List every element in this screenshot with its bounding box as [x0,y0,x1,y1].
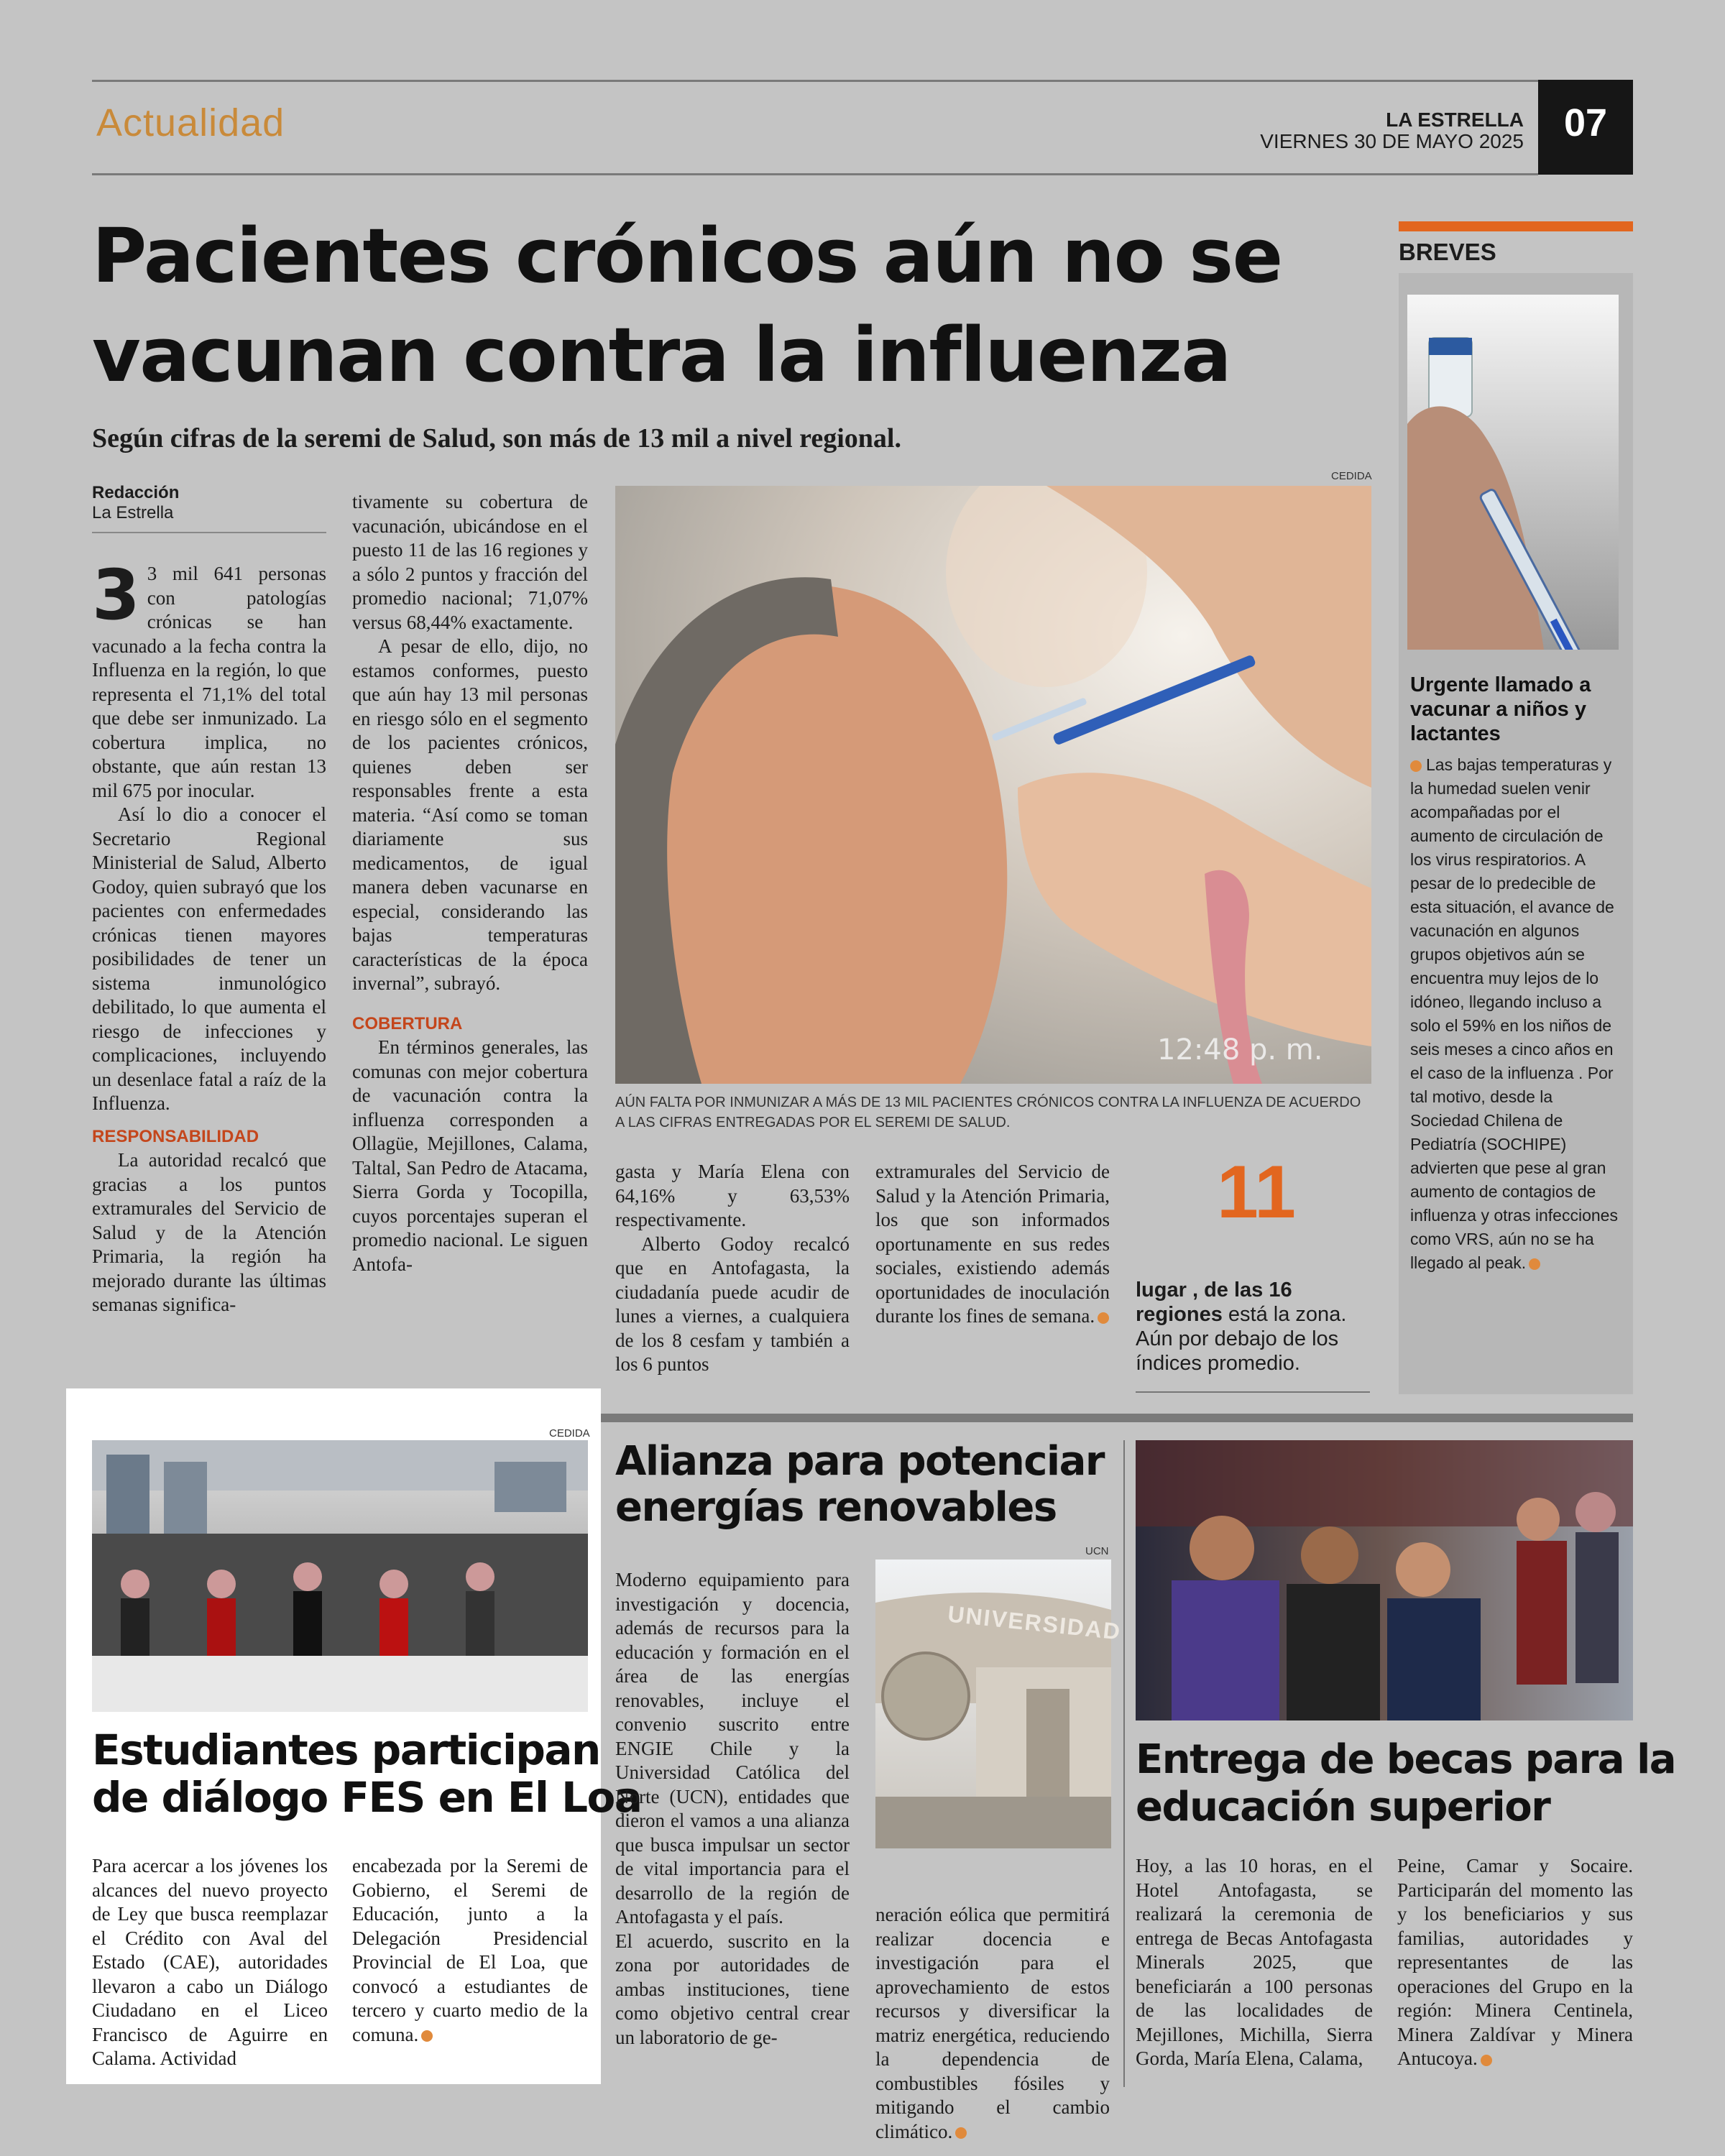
story1-headline-line1: Estudiantes participan [92,1726,600,1774]
story3-headline-line2: educación superior [1136,1784,1550,1830]
story1-col-2 [352,1854,588,2047]
university-illustration [875,1560,1111,1848]
main-col3-p1: gasta y María Elena con 64,16% y 63,53% respectivamente. [615,1161,850,1230]
subhead-responsabilidad: RESPONSABILIDAD [92,1126,259,1146]
story3-headline-line1: Entrega de becas para la [1136,1736,1676,1783]
byline-outlet: La Estrella [92,503,174,522]
main-col4-p1 [875,1160,1110,1329]
bullet-icon [1410,760,1422,772]
main-col1-p2: Así lo dio a conocer el Secretario Regional Ministerial de Salud, Alberto Godoy, quien subrayó que los pacientes con enfermedades crónicas tienen mayores posibilidades de tener un sistema inmunológico debilitado, lo que aumenta el riesgo de infecciones y complicaciones, incluyendo un desenlace fatal a raíz de la Influenza. [92,803,326,1114]
story2-col-1 [615,1568,850,2050]
story1-col-1 [92,1854,328,2071]
stat-text [1136,1278,1373,1376]
syringe-illustration [1407,295,1619,650]
end-mark-icon [1098,1312,1109,1324]
main-col-4 [875,1160,1110,1329]
story2-photo-credit: UCN [1085,1545,1109,1557]
story2-col1-p2: El acuerdo, suscrito en la zona por autoridades de ambas instituciones, tiene como objetivo central crear un laboratorio de ge- [615,1930,850,2048]
main-col4-text: extramurales del Servicio de Salud y la Atención Primaria, los que son informados oportunamente en sus redes sociales, existiendo además oportunidades de inoculación durante los fines de semana. [875,1161,1110,1327]
story2-col2-para [875,1903,1110,2144]
university-sign: UNIVERSIDAD [946,1600,1123,1645]
breves-body-text: Las bajas temperaturas y la humedad suelen venir acompañadas por el aumento de circulación de los virus respiratorios. A pesar de lo predecible de esta situación, el avance de vacunación en algunos grupos objetivos aún se encuentra muy lejos de lo idóneo, llegando incluso a solo el 59% en los niños de seis meses a cinco años en el caso de la influenza . Por tal motivo, desde la Sociedad Chilena de Pediatría (SOCHIPE) advierten que pese al gran aumento de contagios de influenza y otras infecciones como VRS, aún no se ha llegado al peak. [1410,755,1618,1272]
breves-accent-bar [1399,221,1633,231]
stat-text-rest: está la zona. Aún por debajo de los índices promedio. [1136,1303,1347,1375]
students-group-illustration [92,1440,588,1712]
story3-col-2 [1397,1854,1633,2071]
university-photo [875,1560,1111,1848]
story1-col1-text: Para acercar a los jóvenes los alcances del nuevo proyecto de Ley que busca reemplazar el Crédito con Aval del Estado (CAE), autoridades llevaron a cabo un Diálogo Ciudadano en el Liceo Francisco de Aguirre en Calama. Actividad [92,1855,328,2069]
story3-col-1 [1136,1854,1373,2071]
breves-title: Urgente llamado a vacunar a niños y lactantes [1410,673,1591,745]
main-col3-p2: Alberto Godoy recalcó que en Antofagasta, la ciudadanía puede acudir de lunes a viernes, a cualquiera de los 8 cesfam y también a los 6 puntos [615,1233,850,1375]
main-col2-p1: tivamente su cobertura de vacunación, ubicándose en el puesto 11 de las 16 regiones y a sólo 2 puntos y fracción del promedio nacional; 71,07% versus 68,44% exactamente. [352,491,588,633]
students-becas-photo [1136,1440,1633,1720]
story2-headline-line1: Alianza para potenciar [615,1438,1105,1485]
story1-photo-credit: CEDIDA [549,1427,590,1439]
story3-col2-para [1397,1854,1633,2071]
masthead [1222,109,1524,152]
story1-col2-para [352,1854,588,2047]
stat-rule [1136,1391,1370,1393]
main-col2-p2: A pesar de ello, dijo, no estamos conformes, puesto que aún hay 13 mil personas en riesgo sólo en el segmento de los pacientes crónicos, quienes deben ser responsables frente a esta materia. “Así como se toman diariamente sus medicamentos, de igual manera deben vacunarse en especial, considerando las bajas temperaturas características de la época invernal”, subrayó. [352,635,588,994]
end-mark-icon [1481,2055,1492,2066]
stat-number: 11 [1217,1151,1296,1234]
main-headline-line2: vacunan contra la influenza [92,311,1231,399]
main-col-1 [92,555,326,1317]
end-mark-icon [421,2030,433,2042]
story3-col2-text: Peine, Camar y Socaire. Participarán del momento las y los beneficiarios y sus familias, autoridades y representantes de las operaciones del Grupo en la región: Minera Centinela, Minera Zaldívar y Minera Antucoya. [1397,1855,1633,2069]
photo-timestamp: 12:48 p. m. [1157,1033,1323,1067]
story1-headline-line2: de diálogo FES en El Loa [92,1773,642,1822]
story2-col-2 [875,1903,1110,2144]
vaccination-photo [615,486,1371,1084]
breves-syringe-photo [1407,295,1619,650]
story3-col1-text: Hoy, a las 10 horas, en el Hotel Antofagasta, se realizará la ceremonia de entrega de Becas Antofagasta Minerals 2025, que beneficiarán a 100 personas de las localidades de Mejillones, Michilla, Sierra Gorda, María Elena, Calama, [1136,1855,1373,2069]
story2-col1-p1: Moderno equipamiento para investigación y docencia, además de recursos para la educación y formación en el área de las energías renovables, incluye el convenio suscrito entre ENGIE Chile y la Universidad Católica del Norte (UCN), entidades que dieron el vamos a una alianza que busca impulsar un sector de vital importancia para el desarrollo de la región de Antofagasta y el país. [615,1569,850,1927]
end-mark-icon [955,2127,967,2139]
vaccination-illustration [615,486,1371,1084]
issue-date: VIERNES 30 DE MAYO 2025 [1260,130,1524,152]
breves-label: BREVES [1399,239,1496,265]
main-photo-caption: AÚN FALTA POR INMUNIZAR A MÁS DE 13 MIL PACIENTES CRÓNICOS CONTRA LA INFLUENZA DE ACUERDO A LAS CIFRAS ENTREGADAS POR EL SEREMI DE SALUD. [615,1095,1361,1130]
story2-headline-line2: energías renovables [615,1484,1057,1531]
end-mark-icon [1529,1258,1540,1270]
header-rule [92,173,1538,175]
column-separator [1123,1440,1125,2087]
breves-body [1410,753,1619,1275]
byline-name: Redacción [92,483,180,502]
drop-cap: 3 [92,555,140,635]
main-headline-line1: Pacientes crónicos aún no se [92,212,1282,300]
section-label: Actualidad [96,101,285,144]
becas-illustration [1136,1440,1633,1720]
students-photo [92,1440,588,1712]
main-subhead: Según cifras de la seremi de Salud, son más de 13 mil a nivel regional. [92,423,901,453]
main-col-3 [615,1160,850,1377]
subhead-cobertura: COBERTURA [352,1013,463,1033]
page-number: 07 [1563,101,1608,144]
byline-rule [92,532,326,533]
story2-col2-text: neración eólica que permitirá realizar docencia e investigación para el aprovechamiento de estos recursos y diversificar la matriz energética, reduciendo la dependencia de combustibles fósiles y mitigando el cambio climático. [875,1904,1110,2142]
paper-name: LA ESTRELLA [1386,109,1524,131]
main-col1-p1: 3 mil 641 personas con patologías crónicas se han vacunado a la fecha contra la Influenza en la región, lo que representa el 71,1% del total que debe ser inmunizado. La cobertura implica, no obstante, que aún restan 13 mil 675 por inocular. [92,563,326,801]
story1-col2-text: encabezada por la Seremi de Gobierno, el Seremi de Educación, junto a la Delegación Presidencial Provincial de El Loa, que convocó a estudiantes de tercero y cuarto medio de la comuna. [352,1855,588,2045]
main-photo-credit: CEDIDA [1331,470,1372,482]
stat-text-bold: lugar , de las 16 regiones [1136,1279,1292,1326]
top-rule [92,80,1633,82]
main-col1-p3: La autoridad recalcó que gracias a los puntos extramurales del Servicio de Salud y de la Atención Primaria, la región ha mejorado durante las últimas semanas significa- [92,1149,326,1315]
main-col2-p3: En términos generales, las comunas con mejor cobertura de vacunación contra la influenza corresponden a Ollagüe, Mejillones, Calama, Taltal, San Pedro de Atacama, Sierra Gorda y Tocopilla, cuyos porcentajes superan el promedio nacional. Le siguen Antofa- [352,1036,588,1275]
main-col-2 [352,490,588,1276]
